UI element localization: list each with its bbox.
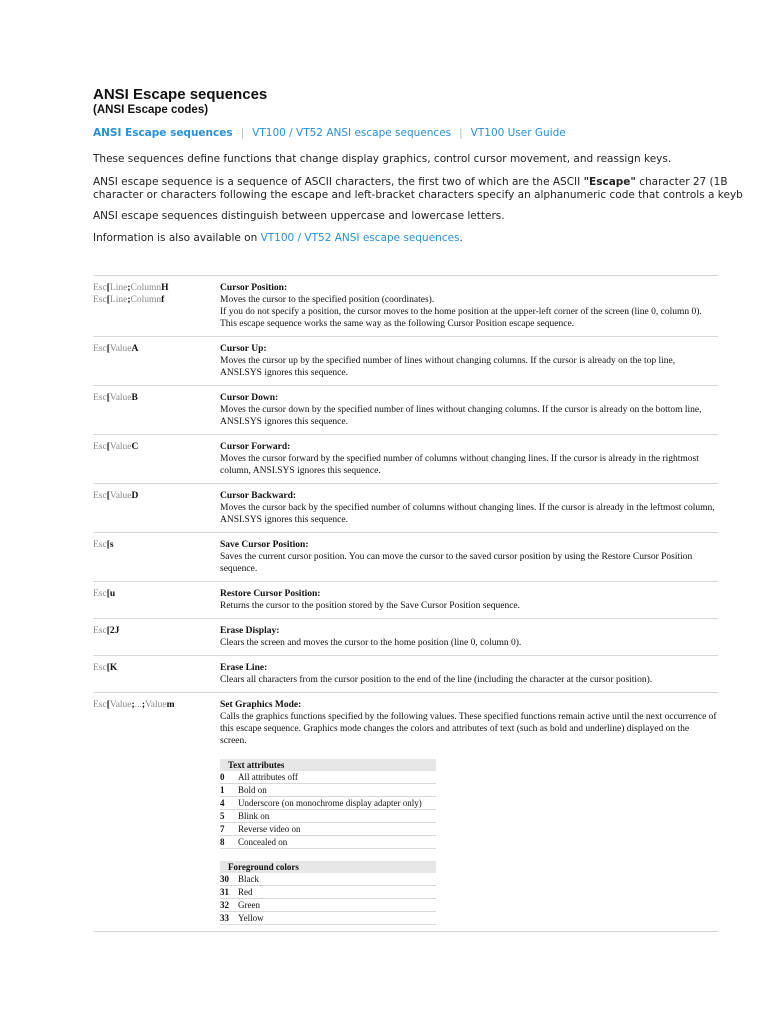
attribute-code: 0 [220, 771, 238, 784]
sequence-code: Esc[u [93, 582, 220, 619]
sequence-text: If you do not specify a position, the cursor moves to the home position at the upper-left corner of the screen (line 0, column 0). This escape sequence works the same way as the following Cursor Position escape sequence. [220, 307, 702, 329]
sequence-description [220, 693, 718, 932]
escape-sequence-table [93, 275, 718, 932]
sequence-title: Cursor Position: [220, 283, 288, 293]
table-row [220, 784, 436, 797]
attribute-code: 33 [220, 912, 238, 925]
sequence-description [220, 337, 718, 386]
table-row [93, 276, 718, 337]
sequence-description [220, 619, 718, 656]
sequence-description [220, 484, 718, 533]
attribute-description: Green [238, 899, 436, 912]
table-row [220, 771, 436, 784]
table-row [93, 337, 718, 386]
attribute-code: 30 [220, 873, 238, 886]
table-row [220, 873, 436, 886]
intro-paragraph-4 [93, 232, 463, 245]
attribute-code: 31 [220, 886, 238, 899]
attribute-description: Bold on [238, 784, 436, 797]
intro-text: character or characters following the escape and left-bracket characters specify an alphanumeric code that controls a keyb [93, 189, 743, 201]
sequence-text: Moves the cursor down by the specified number of lines without changing columns. If the cursor is already on the bottom line, ANSI.SYS ignores this sequence. [220, 405, 702, 427]
sequence-title: Erase Display: [220, 626, 280, 636]
sequence-title: Save Cursor Position: [220, 540, 309, 550]
nav-link-ansi[interactable]: ANSI Escape sequences [93, 127, 233, 139]
attribute-description: Red [238, 886, 436, 899]
sequence-text: Returns the cursor to the position stored by the Save Cursor Position sequence. [220, 601, 520, 611]
attribute-description: All attributes off [238, 771, 436, 784]
sequence-code: Esc[Value;...;Valuem [93, 693, 220, 932]
sequence-code: Esc[K [93, 656, 220, 693]
sequence-text: Calls the graphics functions specified by the following values. These specified functions remain active until the next occurrence of this escape sequence. Graphics mode changes the colors and attributes of text (such as bold and underline) displayed on the screen. [220, 712, 717, 746]
attribute-code: 8 [220, 836, 238, 849]
sequence-title: Set Graphics Mode: [220, 700, 302, 710]
attribute-code: 4 [220, 797, 238, 810]
sequence-code: Esc[s [93, 533, 220, 582]
sequence-code: Esc[ValueB [93, 386, 220, 435]
table-row [93, 582, 718, 619]
table-row [220, 886, 436, 899]
table-row [220, 836, 436, 849]
sequence-title: Cursor Down: [220, 393, 279, 403]
attribute-description: Blink on [238, 810, 436, 823]
sequence-description [220, 582, 718, 619]
attribute-code: 32 [220, 899, 238, 912]
intro-paragraph-2 [93, 176, 743, 202]
table-row [93, 533, 718, 582]
sequence-title: Cursor Up: [220, 344, 267, 354]
attribute-description: Reverse video on [238, 823, 436, 836]
sequence-code: Esc[ValueC [93, 435, 220, 484]
sequence-text: Clears the screen and moves the cursor to the home position (line 0, column 0). [220, 638, 522, 648]
table-row [93, 656, 718, 693]
sequence-code: Esc[ValueA [93, 337, 220, 386]
attribute-code: 1 [220, 784, 238, 797]
sequence-description [220, 435, 718, 484]
table-row [220, 899, 436, 912]
attribute-description: Underscore (on monochrome display adapter only) [238, 797, 436, 810]
table-row [93, 386, 718, 435]
intro-paragraph-3: ANSI escape sequences distinguish between uppercase and lowercase letters. [93, 210, 505, 222]
nav-separator: | [459, 127, 463, 139]
foreground-colors-header: Foreground colors [220, 861, 436, 873]
text-attributes-header: Text attributes [220, 759, 436, 771]
sequence-code: Esc[2J [93, 619, 220, 656]
attribute-description: Yellow [238, 912, 436, 925]
attribute-description: Concealed on [238, 836, 436, 849]
intro-text: character 27 (1B [635, 176, 728, 188]
table-row [93, 435, 718, 484]
sequence-description [220, 656, 718, 693]
table-row [220, 797, 436, 810]
sequence-text: Moves the cursor forward by the specified number of columns without changing lines. If the cursor is already in the rightmost column, ANSI.SYS ignores this sequence. [220, 454, 699, 476]
info-link-vt100-vt52[interactable]: VT100 / VT52 ANSI escape sequences [260, 232, 460, 244]
table-row [220, 810, 436, 823]
sequence-title: Restore Cursor Position: [220, 589, 321, 599]
attribute-description: Black [238, 873, 436, 886]
sequence-title: Cursor Backward: [220, 491, 297, 501]
table-row [93, 619, 718, 656]
sequence-text: Saves the current cursor position. You can move the cursor to the saved cursor position by using the Restore Cursor Position sequence. [220, 552, 693, 574]
table-row [220, 912, 436, 925]
table-row [93, 484, 718, 533]
page-title: ANSI Escape sequences [93, 86, 268, 103]
sequence-description [220, 386, 718, 435]
sequence-code: Esc[ValueD [93, 484, 220, 533]
sequence-text: Moves the cursor back by the specified number of columns without changing lines. If the cursor is already in the leftmost column, ANSI.SYS ignores this sequence. [220, 503, 715, 525]
nav-link-vt100-vt52[interactable]: VT100 / VT52 ANSI escape sequences [252, 127, 452, 139]
nav-separator: | [240, 127, 245, 139]
intro-text: . [459, 232, 463, 244]
table-row [220, 823, 436, 836]
escape-word: "Escape" [583, 176, 636, 188]
sequence-title: Erase Line: [220, 663, 268, 673]
nav-link-vt100-guide[interactable]: VT100 User Guide [470, 127, 566, 139]
attribute-code: 5 [220, 810, 238, 823]
sequence-text: Clears all characters from the cursor position to the end of the line (including the character at the cursor position). [220, 675, 653, 685]
sequence-title: Cursor Forward: [220, 442, 291, 452]
nav-links [93, 127, 566, 139]
intro-text: ANSI escape sequence is a sequence of ASCII characters, the first two of which are the ASCII [93, 176, 584, 188]
table-row [93, 693, 718, 932]
intro-paragraph-1: These sequences define functions that change display graphics, control cursor movement, and reassign keys. [93, 153, 672, 165]
intro-text: Information is also available on [93, 232, 261, 244]
sequence-text: Moves the cursor to the specified position (coordinates). [220, 295, 435, 305]
sequence-description [220, 276, 718, 337]
sequence-description [220, 533, 718, 582]
sequence-code: Esc[Line;ColumnH Esc[Line;Columnf [93, 276, 220, 337]
sequence-text: Moves the cursor up by the specified number of lines without changing columns. If the cursor is already on the top line, ANSI.SYS ignores this sequence. [220, 356, 676, 378]
foreground-colors-table [220, 861, 436, 925]
text-attributes-table [220, 759, 436, 849]
attribute-code: 7 [220, 823, 238, 836]
page-subtitle: (ANSI Escape codes) [93, 104, 209, 116]
